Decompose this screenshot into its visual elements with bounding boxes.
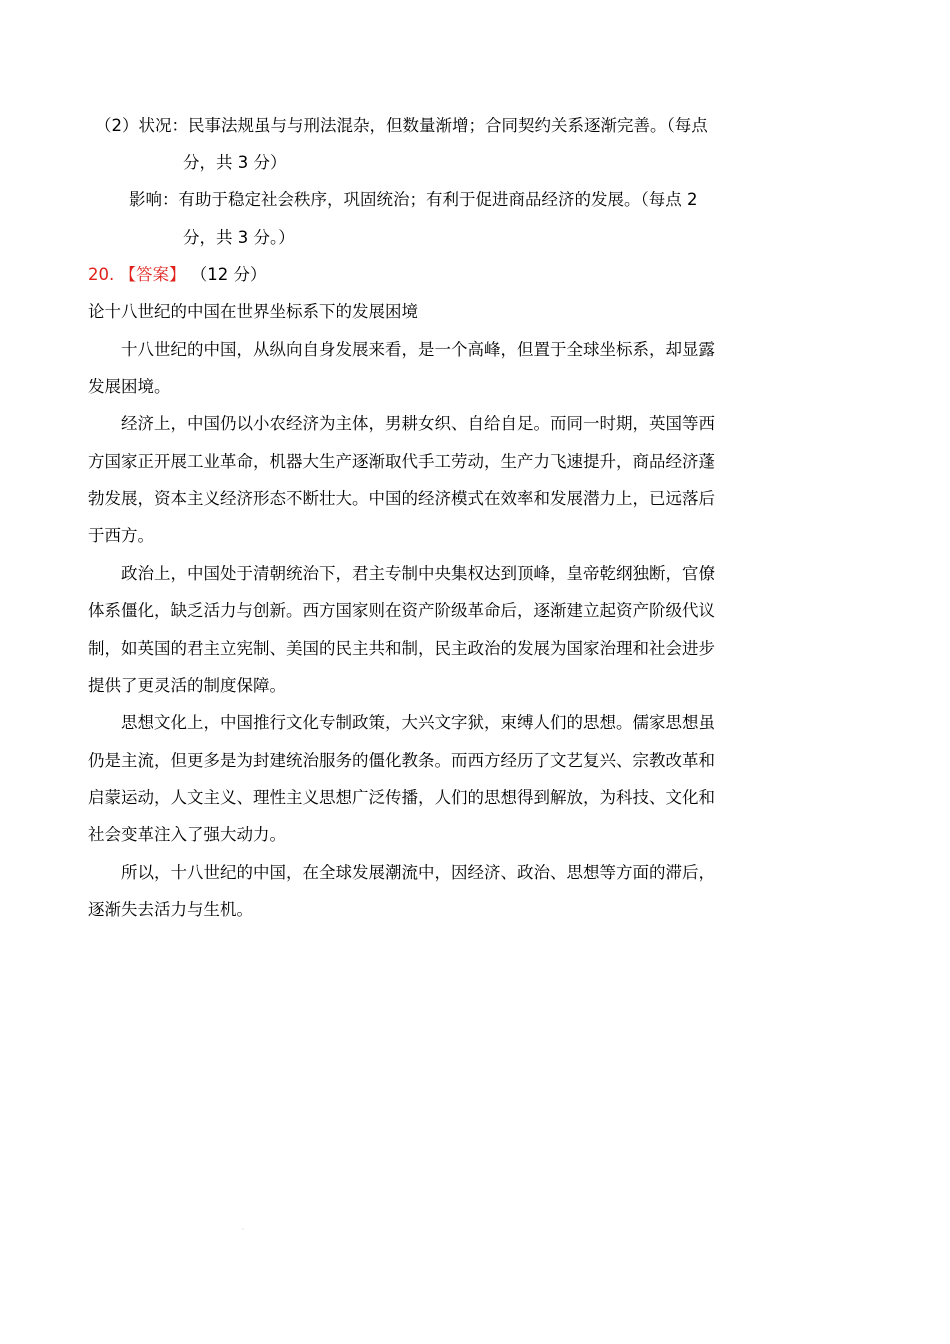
p4-line-1: 思想文化上，中国推行文化专制政策，大兴文字狱，束缚人们的思想。儒家思想虽 [121, 713, 715, 732]
q20-number: 20. [88, 265, 115, 284]
p1-line-1: 十八世纪的中国，从纵向自身发展来看，是一个高峰，但置于全球坐标系，却显露 [121, 340, 715, 359]
impact-line-1: 影响：有助于稳定社会秩序，巩固统治；有利于促进商品经济的发展。（每点 2 [129, 190, 698, 209]
p5-line-2: 逐渐失去活力与生机。 [88, 900, 253, 919]
p1-line-2: 发展困境。 [88, 377, 171, 396]
p3-line-1: 政治上，中国处于清朝统治下，君主专制中央集权达到顶峰，皇帝乾纲独断，官僚 [121, 564, 715, 583]
p3-line-2: 体系僵化，缺乏活力与创新。西方国家则在资产阶级革命后，逐渐建立起资产阶级代议 [88, 601, 715, 620]
p2-line-4: 于西方。 [88, 526, 154, 545]
p4-line-2: 仍是主流，但更多是为封建统治服务的僵化教条。而西方经历了文艺复兴、宗教改革和 [88, 751, 715, 770]
q20-answer-label: 【答案】 [119, 265, 186, 284]
q20-score: （12 分） [190, 265, 267, 284]
impact-line-2: 分，共 3 分。） [183, 228, 295, 247]
q20-header [88, 265, 267, 285]
p3-line-4: 提供了更灵活的制度保障。 [88, 676, 286, 695]
p2-line-2: 方国家正开展工业革命，机器大生产逐渐取代手工劳动，生产力飞速提升，商品经济蓬 [88, 452, 715, 471]
status-line-1: （2）状况：民事法规虽与与刑法混杂，但数量渐增；合同契约关系逐渐完善。（每点 [95, 116, 708, 135]
p2-line-1: 经济上，中国仍以小农经济为主体，男耕女织、自给自足。而同一时期，英国等西 [121, 414, 715, 433]
status-line-2: 分，共 3 分） [183, 153, 287, 172]
p5-line-1: 所以，十八世纪的中国，在全球发展潮流中，因经济、政治、思想等方面的滞后， [121, 863, 715, 882]
p4-line-4: 社会变革注入了强大动力。 [88, 825, 286, 844]
p2-line-3: 勃发展，资本主义经济形态不断壮大。中国的经济模式在效率和发展潜力上，已远落后 [88, 489, 715, 508]
essay-title: 论十八世纪的中国在世界坐标系下的发展困境 [88, 302, 418, 321]
p3-line-3: 制，如英国的君主立宪制、美国的民主共和制，民主政治的发展为国家治理和社会进步 [88, 639, 715, 658]
p4-line-3: 启蒙运动，人文主义、理性主义思想广泛传播，人们的思想得到解放，为科技、文化和 [88, 788, 715, 807]
page-speck [242, 1228, 244, 1230]
